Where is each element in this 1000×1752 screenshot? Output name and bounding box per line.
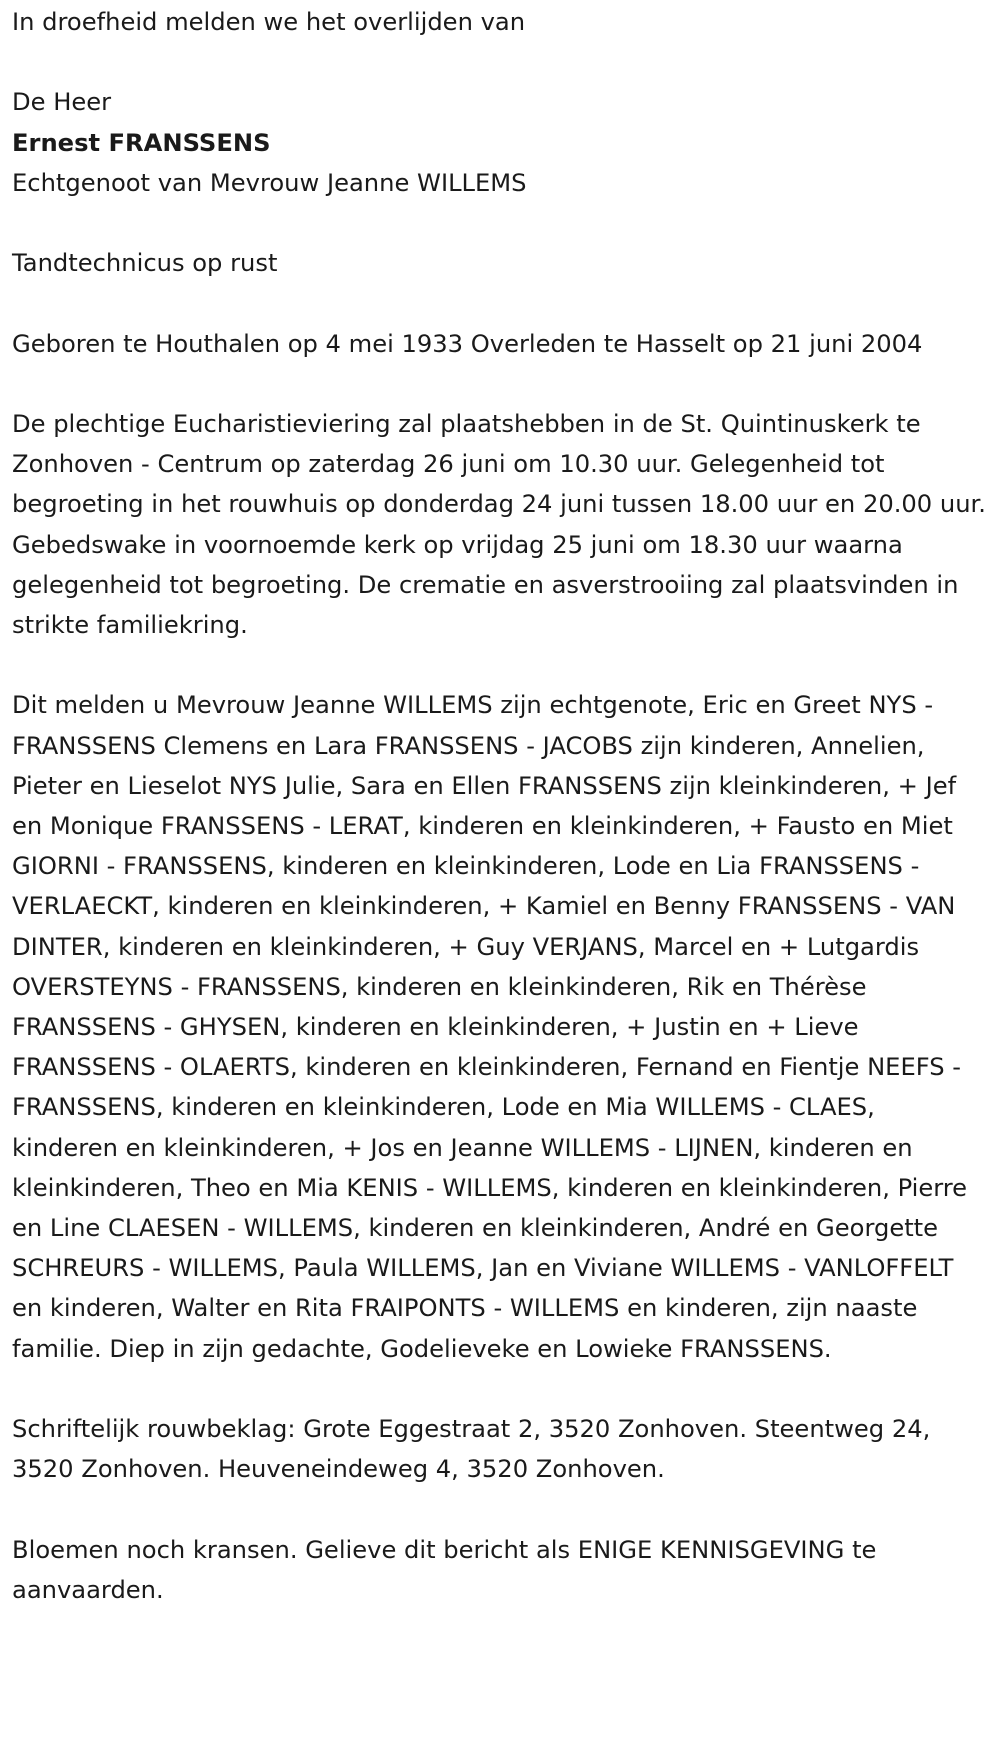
intro-text: In droefheid melden we het overlijden van bbox=[12, 8, 526, 36]
profession-text: Tandtechnicus op rust bbox=[12, 249, 278, 278]
deceased-block bbox=[12, 82, 988, 203]
ceremony-text: De plechtige Eucharistieviering zal plaatshebben in de St. Quintinuskerk te Zonhoven - Centrum op zaterdag 26 juni om 10.30 uur. Gelegenheid tot begroeting in het rouwhuis op donderdag 24 juni tussen 18.00 uur en 20.00 uur. Gebedswake in voornoemde kerk op vrijdag 25 juni om 18.30 uur waarna gelegenheid tot begroeting. De crematie en asverstrooiing zal plaatsvinden in strikte familiekring. bbox=[12, 409, 986, 639]
closing-text: Bloemen noch kransen. Gelieve dit bericht als ENIGE KENNISGEVING te aanvaarden. bbox=[12, 1535, 877, 1604]
family-text: Dit melden u Mevrouw Jeanne WILLEMS zijn echtgenote, Eric en Greet NYS - FRANSSENS Clemens en Lara FRANSSENS - JACOBS zijn kinderen, Annelien, Pieter en Lieselot NYS Julie, Sara en Ellen FRANSSENS zijn kleinkinderen, + Jef en Monique FRANSSENS - LERAT, kinderen en kleinkinderen, + Fausto en Miet GIORNI - FRANSSENS, kinderen en kleinkinderen, Lode en Lia FRANSSENS - VERLAECKT, kinderen en kleinkinderen, + Kamiel en Benny FRANSSENS - VAN DINTER, kinderen en kleinkinderen, + Guy VERJANS, Marcel en + Lutgardis OVERSTEYNS - FRANSSENS, kinderen en kleinkinderen, Rik en Thérèse FRANSSENS - GHYSEN, kinderen en kleinkinderen, + Justin en + Lieve FRANSSENS - OLAERTS, kinderen en kleinkinderen, Fernand en Fientje NEEFS - FRANSSENS, kinderen en kleinkinderen, Lode en Mia WILLEMS - CLAES, kinderen en kleinkinderen, + Jos en Jeanne WILLEMS - LIJNEN, kinderen en kleinkinderen, Theo en Mia KENIS - WILLEMS, kinderen en kleinkinderen, Pierre en Line CLAESEN - WILLEMS, kinderen en kleinkinderen, André en Georgette SCHREURS - WILLEMS, Paula WILLEMS, Jan en Viviane WILLEMS - VANLOFFELT en kinderen, Walter en Rita FRAIPONTS - WILLEMS en kinderen, zijn naaste familie. Diep in zijn gedachte, Godelieveke en Lowieke FRANSSENS. bbox=[12, 691, 968, 1363]
birth-death-text: Geboren te Houthalen op 4 mei 1933 Overleden te Hasselt op 21 juni 2004 bbox=[12, 329, 923, 358]
title-prefix: De Heer bbox=[12, 88, 112, 117]
condolences-text: Schriftelijk rouwbeklag: Grote Eggestraat 2, 3520 Zonhoven. Steentweg 24, 3520 Zonhoven. Heuveneindeweg 4, 3520 Zonhoven. bbox=[12, 1415, 931, 1484]
deceased-name: Ernest FRANSSENS bbox=[12, 128, 271, 157]
spouse-line: Echtgenoot van Mevrouw Jeanne WILLEMS bbox=[12, 168, 527, 197]
